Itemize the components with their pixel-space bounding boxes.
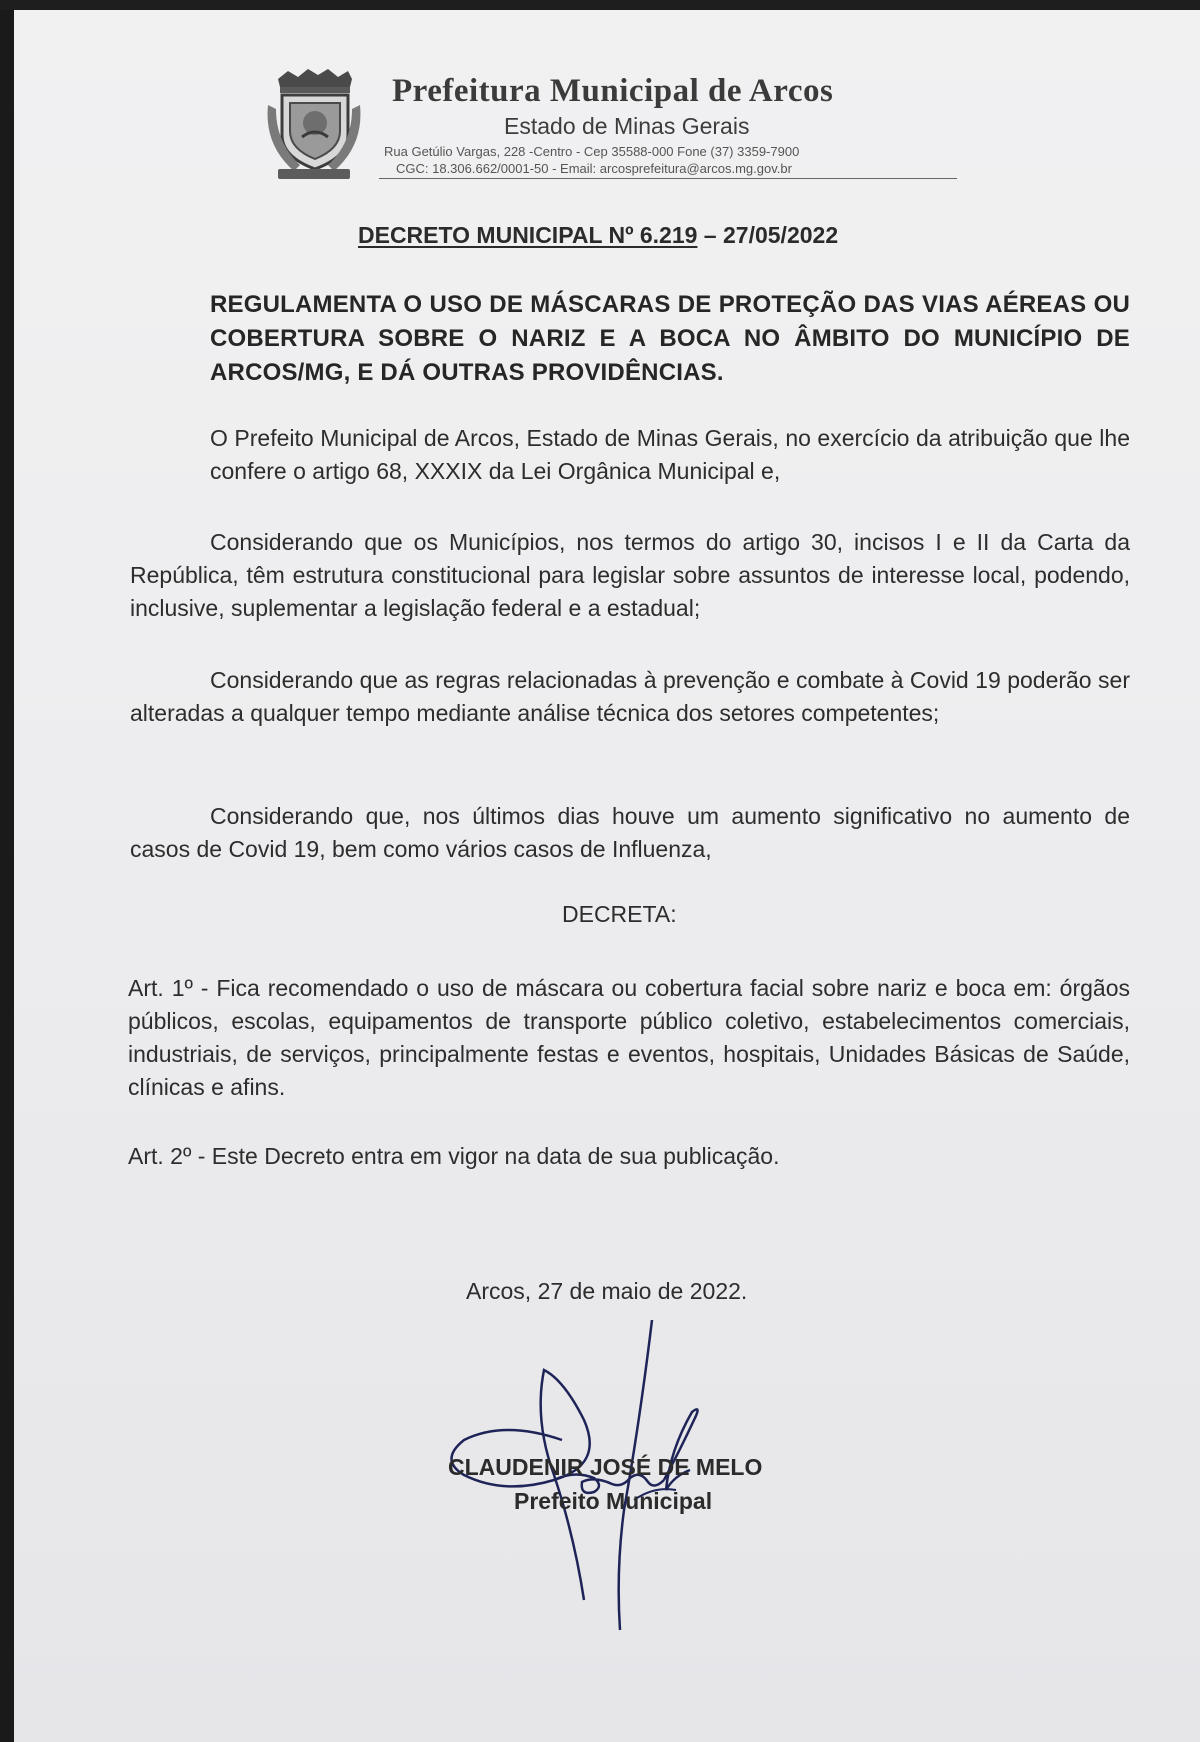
preamble-paragraph: O Prefeito Municipal de Arcos, Estado de Minas Gerais, no exercício da atribuição que lhe confere o artigo 68, XXXIX da Lei Orgânica Municipal e, (210, 425, 1130, 484)
signer-role: Prefeito Municipal (514, 1488, 713, 1514)
considerando-paragraph-3: Considerando que, nos últimos dias houve um aumento significativo no aumento de casos de Covid 19, bem como vários casos de Influenza, (130, 803, 1130, 862)
header-address: Rua Getúlio Vargas, 228 -Centro - Cep 35588-000 Fone (37) 3359-7900 (384, 144, 800, 159)
header-subtitle: Estado de Minas Gerais (504, 113, 750, 139)
place-and-date: Arcos, 27 de maio de 2022. (466, 1278, 748, 1304)
decree-title (358, 222, 838, 249)
article-2: Art. 2º - Este Decreto entra em vigor na data de sua publicação. (128, 1143, 780, 1169)
signer-name: CLAUDENIR JOSÉ DE MELO (448, 1454, 763, 1480)
document-page (14, 10, 1200, 1742)
decree-number: DECRETO MUNICIPAL Nº 6.219 (358, 222, 698, 248)
decree-date: – 27/05/2022 (697, 222, 839, 248)
article-1: Art. 1º - Fica recomendado o uso de máscara ou cobertura facial sobre nariz e boca em: órgãos públicos, escolas, equipamentos de transporte público coletivo, estabelecimentos comerciais, industriais, de serviços, principalmente festas e eventos, hospitais, Unidades Básicas de Saúde, clínicas e afins. (128, 975, 1130, 1100)
municipal-coat-of-arms-icon (264, 65, 364, 183)
considerando-paragraph-2: Considerando que as regras relacionadas à prevenção e combate à Covid 19 poderão ser alteradas a qualquer tempo mediante análise técnica dos setores competentes; (130, 667, 1130, 726)
header-title: Prefeitura Municipal de Arcos (392, 73, 834, 109)
decreta-heading: DECRETA: (562, 901, 677, 927)
decree-summary: REGULAMENTA O USO DE MÁSCARAS DE PROTEÇÃO DAS VIAS AÉREAS OU COBERTURA SOBRE O NARIZ E A BOCA NO ÂMBITO DO MUNICÍPIO DE ARCOS/MG, E DÁ OUTRAS PROVIDÊNCIAS. (210, 291, 1130, 386)
considerando-paragraph-1: Considerando que os Municípios, nos termos do artigo 30, incisos I e II da Carta da República, têm estrutura constitucional para legislar sobre assuntos de interesse local, podendo, inclusive, suplementar a legislação federal e a estadual; (130, 529, 1130, 621)
header-divider (379, 178, 957, 179)
photo-top-edge (0, 0, 1200, 10)
header-contact: CGC: 18.306.662/0001-50 - Email: arcosprefeitura@arcos.mg.gov.br (396, 161, 792, 176)
